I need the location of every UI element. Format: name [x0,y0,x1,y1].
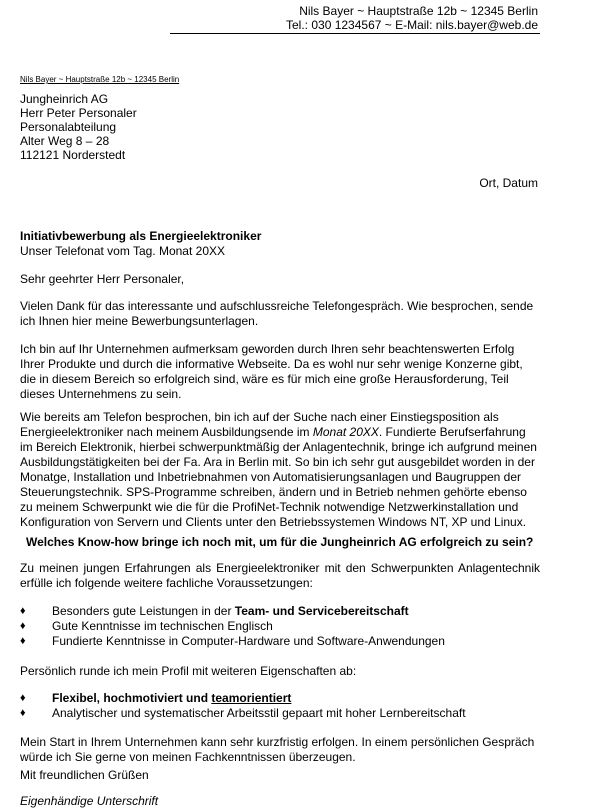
diamond-bullet-icon: ♦ [20,620,26,632]
salutation: Sehr geehrter Herr Personaler, [20,272,185,286]
letterhead-divider [170,33,540,34]
recipient-department: Personalabteilung [20,120,117,134]
letter-subject: Initiativbewerbung als Energieelektroniker [20,229,262,243]
paragraph-personal: Persönlich runde ich mein Profil mit weiteren Eigenschaften ab: [20,664,357,678]
list-item: ♦ Analytischer und systematischer Arbeitsstil gepaart mit hoher Lernbereitschaft [20,706,466,720]
list-item: ♦ Fundierte Kenntnisse in Computer-Hardware und Software-Anwendungen [20,634,445,648]
experience-date: Monat 20XX [312,425,379,439]
letter-reference: Unser Telefonat vom Tag. Monat 20XX [20,244,226,258]
paragraph-experience [20,410,540,530]
closing-phrase: Mit freundlichen Grüßen [20,768,149,782]
experience-text-start: Wie bereits am Telefon besprochen, bin ich auf der Suche nach einer Einstiegsposition als Energieelektroniker nach meinem Ausbildungsende im [20,410,499,439]
paragraph-qualifications: Zu meinen jungen Erfahrungen als Energieelektroniker mit den Schwerpunkten Anlagentechnik erfülle ich folgende weitere fachliche Voraussetzungen: [20,561,540,590]
sender-return-line: Nils Bayer ~ Hauptstraße 12b ~ 12345 Berlin [20,75,180,84]
knowhow-question: Welches Know-how bringe ich noch mit, um für die Jungheinrich AG erfolgreich zu sein? [26,535,534,549]
diamond-bullet-icon: ♦ [20,692,26,704]
diamond-bullet-icon: ♦ [20,707,26,719]
letterhead-contact: Tel.: 030 1234567 ~ E-Mail: nils.bayer@web.de [286,18,538,32]
experience-text-end: . Fundierte Berufserfahrung im Bereich Elektronik, hierbei schwerpunktmäßig der Anlagentechnik, bringe ich aufgrund meinen Ausbildungstätigkeiten bei der Fa. Ara in Berlin mit. So bin ich sehr gut ausgebildet worden in der Monatge, Installation und Inbetriebnahmen von Automatisierungsanlagen und Baugruppen der Steuerungstechnik. SPS-Programme schreiben, ändern und in Betrieb nehmen gehörte ebenso zu meinem Schwerpunkt wie die für die ProfiNet-Technik notwendige Netzwerkinstallation und Konfiguration von Servern und Clients unter den Betriebssystemen Windows NT, XP und Linux. [20,425,537,529]
qualifications-list [20,604,540,649]
recipient-name: Herr Peter Personaler [20,106,137,120]
letterhead-name-address: Nils Bayer ~ Hauptstraße 12b ~ 12345 Berlin [299,4,538,18]
place-date: Ort, Datum [479,176,538,190]
recipient-street: Alter Weg 8 – 28 [20,134,110,148]
recipient-company: Jungheinrich AG [20,92,109,106]
list-item: ♦ Flexibel, hochmotiviert und teamorientiert [20,691,292,705]
personal-traits-list [20,691,540,721]
paragraph-intro: Vielen Dank für das interessante und aufschlussreiche Telefongespräch. Wie besprochen, sende ich Ihnen hier meine Bewerbungsunterlagen. [20,299,534,328]
signature-line: Eigenhändige Unterschrift [20,794,159,808]
diamond-bullet-icon: ♦ [20,605,26,617]
diamond-bullet-icon: ♦ [20,635,26,647]
list-item: ♦ Besonders gute Leistungen in der Team- und Servicebereitschaft [20,604,409,618]
recipient-city: 112121 Norderstedt [20,148,126,162]
list-item: ♦ Gute Kenntnisse im technischen Englisch [20,619,273,633]
paragraph-closing: Mein Start in Ihrem Unternehmen kann sehr kurzfristig erfolgen. In einem persönlichen Gespräch würde ich Sie gerne von meinen Fachkenntnissen überzeugen. [20,735,535,764]
paragraph-motivation: Ich bin auf Ihr Unternehmen aufmerksam geworden durch Ihren sehr beachtenswerten Erfolg Ihrer Produkte und durch die informative Webseite. Da es wohl nur sehr wenige Konzerne gibt, die in diesem Bereich so erfolgreich sind, wäre es für mich eine große Herausforderung, Teil dieses Unternehmens zu sein. [20,342,523,401]
recipient-address [20,92,137,162]
